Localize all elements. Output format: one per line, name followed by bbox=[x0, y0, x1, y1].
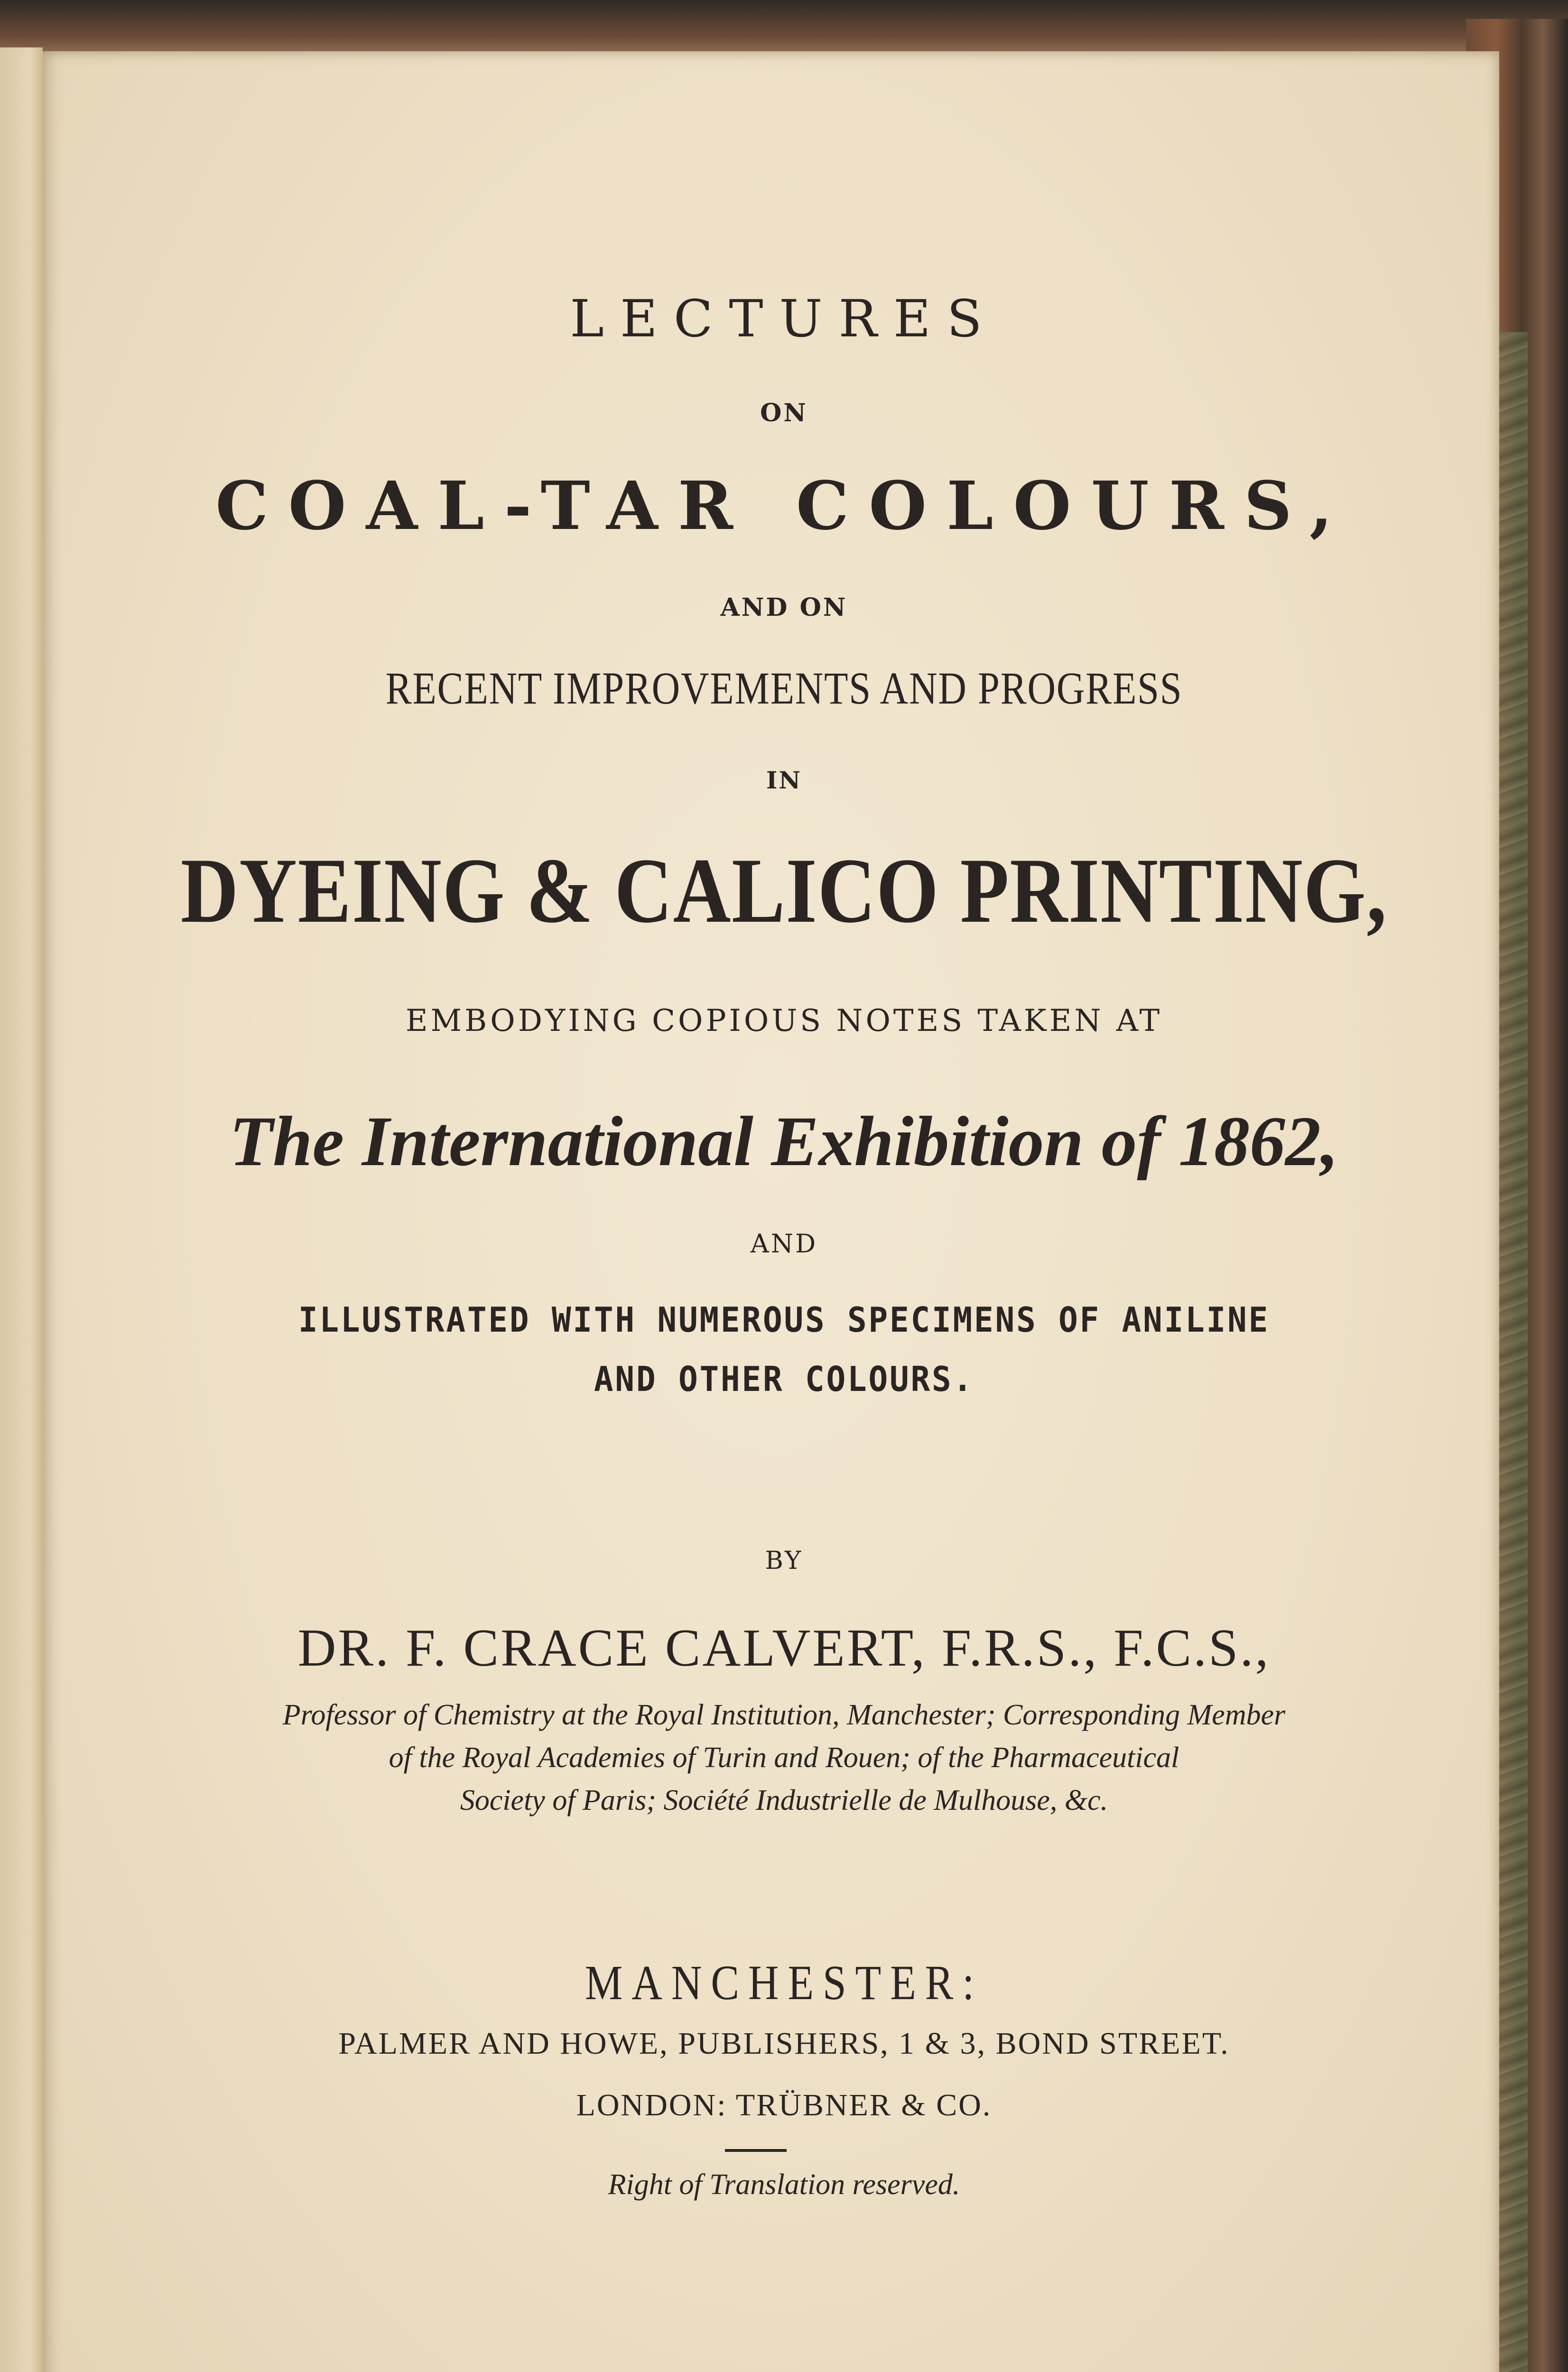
heading-on: ON bbox=[760, 398, 808, 427]
author-credentials-1: Professor of Chemistry at the Royal Institution, Manchester; Corresponding Member bbox=[282, 1699, 1286, 1731]
book-top-edge bbox=[0, 0, 1568, 52]
illustrated-line-2: AND OTHER COLOURS. bbox=[594, 1359, 974, 1399]
author-credentials-2: of the Royal Academies of Turin and Rouen; of the Pharmaceutical bbox=[389, 1742, 1179, 1774]
london-agent-line: LONDON: TRÜBNER & CO. bbox=[576, 2088, 992, 2122]
rights-notice: Right of Translation reserved. bbox=[608, 2168, 960, 2201]
publisher-line: PALMER AND HOWE, PUBLISHERS, 1 & 3, BOND STREET. bbox=[338, 2026, 1230, 2061]
publication-place: MANCHESTER: bbox=[585, 1955, 983, 2010]
illustrated-line-1: ILLUSTRATED WITH NUMEROUS SPECIMENS OF ANILINE bbox=[298, 1300, 1270, 1340]
author-credentials-3: Society of Paris; Société Industrielle de Mulhouse, &c. bbox=[460, 1784, 1108, 1816]
exhibition-title: The International Exhibition of 1862, bbox=[229, 1102, 1339, 1181]
heading-in: IN bbox=[766, 766, 802, 794]
facing-page-edge bbox=[0, 47, 43, 2372]
marbled-endpaper bbox=[1494, 332, 1528, 2372]
heading-and-on: AND ON bbox=[720, 593, 848, 622]
main-title: COAL-TAR COLOURS, bbox=[215, 467, 1353, 545]
subject-title: DYEING & CALICO PRINTING, bbox=[180, 839, 1388, 942]
embodying-line: EMBODYING COPIOUS NOTES TAKEN AT bbox=[405, 1003, 1163, 1038]
subtitle: RECENT IMPROVEMENTS AND PROGRESS bbox=[385, 663, 1183, 713]
author-name: DR. F. CRACE CALVERT, F.R.S., F.C.S., bbox=[297, 1619, 1271, 1677]
heading-by: BY bbox=[765, 1547, 803, 1575]
divider-rule bbox=[725, 2149, 787, 2152]
heading-lectures: LECTURES bbox=[570, 289, 998, 349]
heading-and: AND bbox=[750, 1229, 818, 1259]
